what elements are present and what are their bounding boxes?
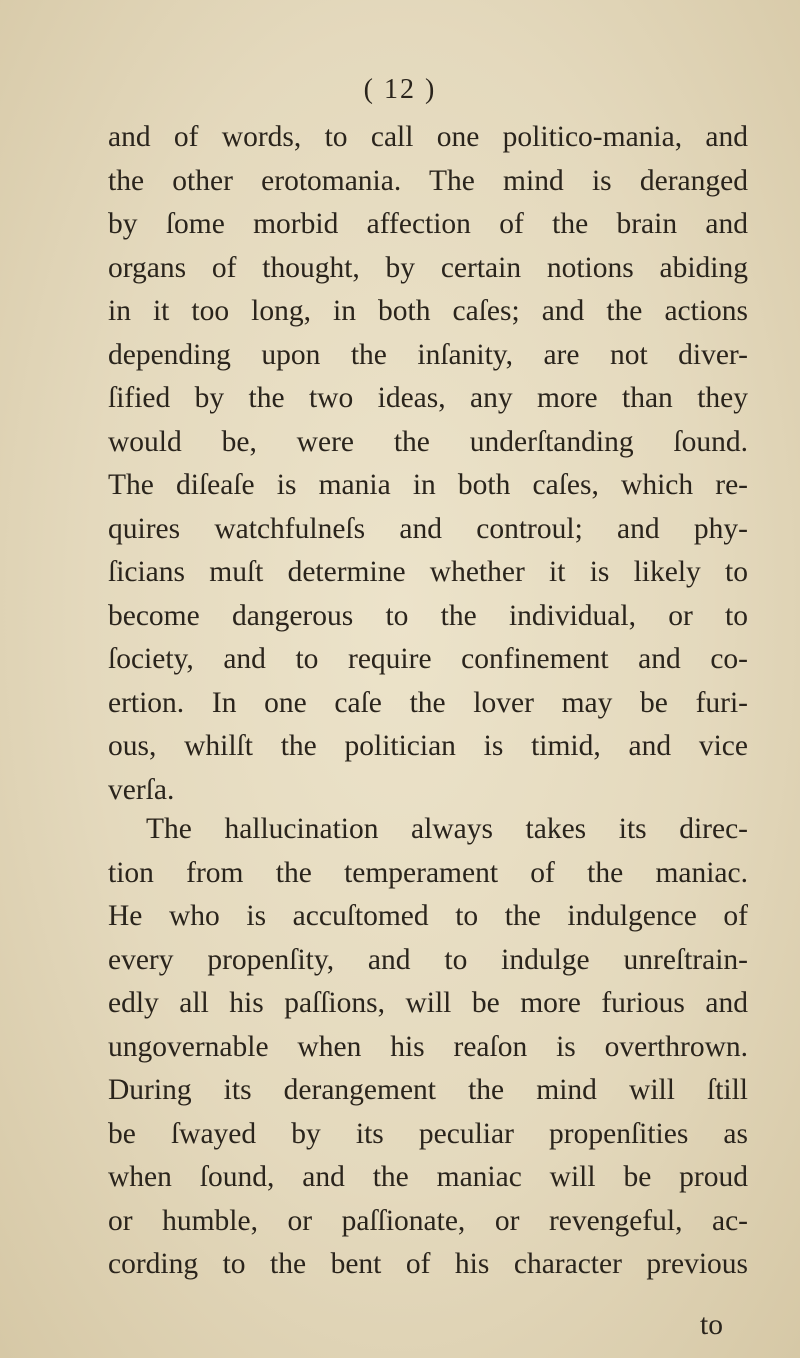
text-line: be ſwayed by its peculiar propenſities as (108, 1117, 748, 1150)
text-line: become dangerous to the individual, or to (108, 599, 748, 632)
catchword: to (700, 1309, 723, 1341)
text-line: ſociety, and to require confinement and co- (108, 643, 748, 675)
text-line: when ſound, and the maniac will be proud (108, 1161, 748, 1193)
text-line: ſified by the two ideas, any more than they (108, 382, 748, 414)
text-line: and of words, to call one politico-mania, and (108, 121, 748, 153)
paragraph-1 (108, 116, 748, 812)
text-line: the other erotomania. The mind is deranged (108, 164, 748, 197)
text-line: edly all his paſſions, will be more furious and (108, 987, 748, 1019)
paragraph-2 (108, 808, 748, 1287)
text-line: He who is accuſtomed to the indulgence of (108, 900, 748, 932)
text-line: ſicians muſt determine whether it is likely to (108, 556, 748, 588)
text-line: would be, were the underſtanding ſound. (108, 425, 748, 458)
text-line: verſa. (108, 773, 175, 806)
text-line: tion from the temperament of the maniac. (108, 856, 748, 889)
text-line: ungovernable when his reaſon is overthrown. (108, 1030, 748, 1063)
text-line: or humble, or paſſionate, or revengeful, ac- (108, 1204, 748, 1237)
text-line: cording to the bent of his character previous (108, 1248, 748, 1280)
text-line: ertion. In one caſe the lover may be furi- (108, 686, 748, 719)
text-line: in it too long, in both caſes; and the actions (108, 295, 748, 327)
text-line: The hallucination always takes its direc- (146, 813, 748, 845)
text-line: During its derangement the mind will ſtill (108, 1074, 748, 1106)
text-line: The diſeaſe is mania in both caſes, which re- (108, 469, 748, 501)
text-line: organs of thought, by certain notions abiding (108, 251, 748, 284)
text-line: ous, whilſt the politician is timid, and vice (108, 730, 748, 762)
page-number: ( 12 ) (363, 74, 437, 105)
text-line: depending upon the inſanity, are not diver- (108, 338, 748, 371)
text-line: quires watchfulneſs and controul; and phy- (108, 512, 748, 545)
text-line: every propenſity, and to indulge unreſtrain- (108, 943, 748, 976)
text-line: by ſome morbid affection of the brain and (108, 208, 748, 240)
